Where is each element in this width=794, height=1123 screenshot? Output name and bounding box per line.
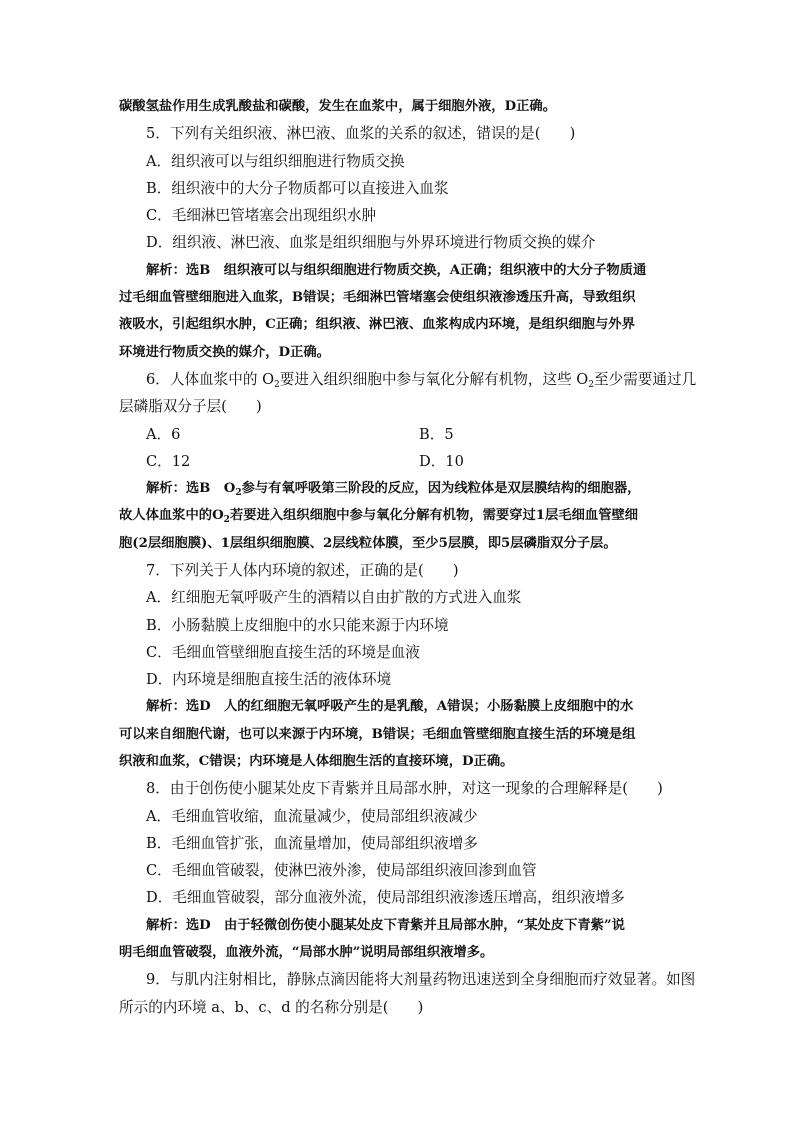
subscript: 2 bbox=[274, 380, 280, 390]
question-8-option-b: B．毛细血管扩张，血流量增加，使局部组织液增多 bbox=[146, 835, 478, 852]
intro-line: 碳酸氢盐作用生成乳酸盐和碳酸，发生在血浆中，属于细胞外液，D正确。 bbox=[119, 99, 557, 114]
question-6-stem-line-1 bbox=[0, 368, 794, 395]
question-6-option-d: D．10 bbox=[419, 453, 464, 470]
question-9-stem-line-2: 所示的内环境 a、b、c、d 的名称分别是( ) bbox=[119, 999, 424, 1016]
question-9-stem-line-1: 9．与肌内注射相比，静脉点滴因能将大剂量药物迅速送到全身细胞而疗效显著。如图 bbox=[146, 971, 696, 988]
subscript: 2 bbox=[588, 380, 594, 390]
question-6-option-c: C．12 bbox=[146, 453, 191, 470]
question-5-option-b: B．组织液中的大分子物质都可以直接进入血浆 bbox=[146, 180, 449, 197]
question-8-option-a: A．毛细血管收缩，血流量减少，使局部组织液减少 bbox=[146, 808, 478, 825]
question-6-options-row-2 bbox=[0, 450, 794, 477]
question-7-option-a: A．红细胞无氧呼吸产生的酒精以自由扩散的方式进入血浆 bbox=[146, 589, 522, 606]
question-7-stem: 7．下列关于人体内环境的叙述，正确的是( ) bbox=[146, 562, 459, 579]
stem-part: 6．人体血浆中的 O bbox=[146, 371, 275, 388]
question-8-option-c: C．毛细血管破裂，使淋巴液外渗，使局部组织液回渗到血管 bbox=[146, 862, 537, 879]
question-5-explanation-line-4: 环境进行物质交换的媒介，D正确。 bbox=[119, 345, 330, 360]
question-8-stem: 8．由于创伤使小腿某处皮下青紫并且局部水肿，对这一现象的合理解释是( ) bbox=[146, 780, 663, 797]
subscript: 2 bbox=[223, 515, 230, 525]
question-8-explanation-line-2: 明毛细血管破裂，血液外流，“局部水肿”说明局部组织液增多。 bbox=[119, 945, 494, 960]
question-5-explanation-line-3: 液吸水，引起组织水肿，C正确；组织液、淋巴液、血浆构成内环境，是组织细胞与外界 bbox=[119, 317, 635, 332]
explanation-part: 若要进入组织细胞中参与氧化分解有机物，需要穿过1层毛细血管壁细 bbox=[229, 508, 639, 523]
stem-part: 要进入组织细胞中参与氧化分解有机物，这些 O bbox=[279, 371, 589, 388]
question-5-option-c: C．毛细淋巴管堵塞会出现组织水肿 bbox=[146, 207, 377, 224]
question-6-options-row-1 bbox=[0, 423, 794, 450]
question-7-explanation-line-3: 织液和血浆，C错误；内环境是人体细胞生活的直接环境，D正确。 bbox=[119, 754, 514, 769]
question-5-option-a: A．组织液可以与组织细胞进行物质交换 bbox=[146, 153, 405, 170]
question-7-option-d: D．内环境是细胞直接生活的液体环境 bbox=[146, 671, 392, 688]
question-5-explanation-line-2: 过毛细血管壁细胞进入血浆，B错误；毛细淋巴管堵塞会使组织液渗透压升高，导致组织 bbox=[119, 290, 636, 305]
explanation-part: 解析：选B O bbox=[146, 481, 236, 496]
question-5-stem: 5．下列有关组织液、淋巴液、血浆的关系的叙述，错误的是( ) bbox=[146, 125, 576, 142]
question-7-option-b: B．小肠黏膜上皮细胞中的水只能来源于内环境 bbox=[146, 617, 449, 634]
question-6-explanation-line-2 bbox=[0, 504, 794, 531]
question-5-explanation-line-1: 解析：选B 组织液可以与组织细胞进行物质交换，A正确；组织液中的大分子物质通 bbox=[146, 263, 647, 278]
question-6-explanation-line-3: 胞(2层细胞膜)、1层组织细胞膜、2层线粒体膜，至少5层膜，即5层磷脂双分子层。 bbox=[119, 536, 617, 551]
explanation-part: 参与有氧呼吸第三阶段的反应，因为线粒体是双层膜结构的细胞器， bbox=[241, 481, 641, 496]
question-6-option-b: B．5 bbox=[419, 426, 454, 443]
question-5-option-d: D．组织液、淋巴液、血浆是组织细胞与外界环境进行物质交换的媒介 bbox=[146, 234, 596, 251]
stem-part: 至少需要通过几 bbox=[594, 371, 697, 388]
subscript: 2 bbox=[235, 488, 242, 498]
question-7-explanation-line-2: 可以来自细胞代谢，也可以来源于内环境，B错误；毛细血管壁细胞直接生活的环境是组 bbox=[119, 727, 636, 742]
question-6-option-a: A．6 bbox=[146, 426, 181, 443]
question-7-option-c: C．毛细血管壁细胞直接生活的环境是血液 bbox=[146, 644, 420, 661]
question-8-option-d: D．毛细血管破裂，部分血液外流，使局部组织液渗透压增高，组织液增多 bbox=[146, 889, 625, 906]
question-8-explanation-line-1: 解析：选D 由于轻微创伤使小腿某处皮下青紫并且局部水肿，“某处皮下青紫”说 bbox=[146, 918, 625, 933]
question-6-explanation-line-1 bbox=[0, 477, 794, 504]
question-6-stem-line-2: 层磷脂双分子层( ) bbox=[119, 398, 262, 415]
explanation-part: 故人体血浆中的O bbox=[119, 508, 224, 523]
question-7-explanation-line-1: 解析：选D 人的红细胞无氧呼吸产生的是乳酸，A错误；小肠黏膜上皮细胞中的水 bbox=[146, 699, 634, 714]
